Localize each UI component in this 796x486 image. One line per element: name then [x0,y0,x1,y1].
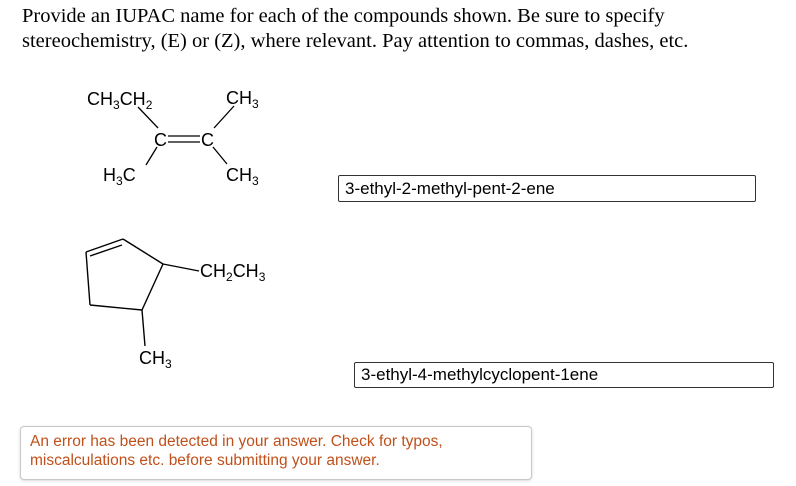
ring-bond-1 [123,239,163,264]
bond-bottom-methyl [213,147,227,164]
carbon-left: C [154,130,167,150]
ring-bond-4 [86,252,90,305]
group-ch2ch3: $CH_2CH_3$ [200,261,266,284]
group-ch3-ring: $CH_3$ [139,348,172,371]
question-line-1: Provide an IUPAC name for each of the compounds shown. Be sure to specify [22,5,665,27]
ring-bond-2 [142,264,163,310]
bond-ethyl-substituent [163,264,199,271]
molecule-1 [87,88,259,188]
molecule-1-bonds [138,106,234,165]
question-line-2: stereochemistry, (E) or (Z), where relevant. Pay attention to commas, dashes, etc. [22,30,689,52]
molecule-2-bonds [86,239,199,346]
group-ch3-bottom: $CH_3$ [226,165,259,188]
error-line-1: An error has been detected in your answer. Check for typos, [30,433,443,450]
bond-top-methyl [214,106,234,128]
group-h3c: $H_3C$ [103,165,136,188]
answer-input-1[interactable] [338,175,756,202]
error-message-box [20,426,532,480]
answer-input-2[interactable] [354,362,774,388]
carbon-right: C [201,130,214,150]
group-ch3-top: $CH_3$ [226,88,259,111]
ring-bond-5 [86,239,123,252]
bond-methyl-substituent [142,310,145,346]
ring-double-bond [90,245,122,256]
group-ch3ch2: $CH_3CH_2$ [87,89,153,112]
error-line-2: miscalculations etc. before submitting your answer. [30,452,380,469]
ring-bond-3 [90,305,142,310]
molecule-2 [86,239,266,371]
